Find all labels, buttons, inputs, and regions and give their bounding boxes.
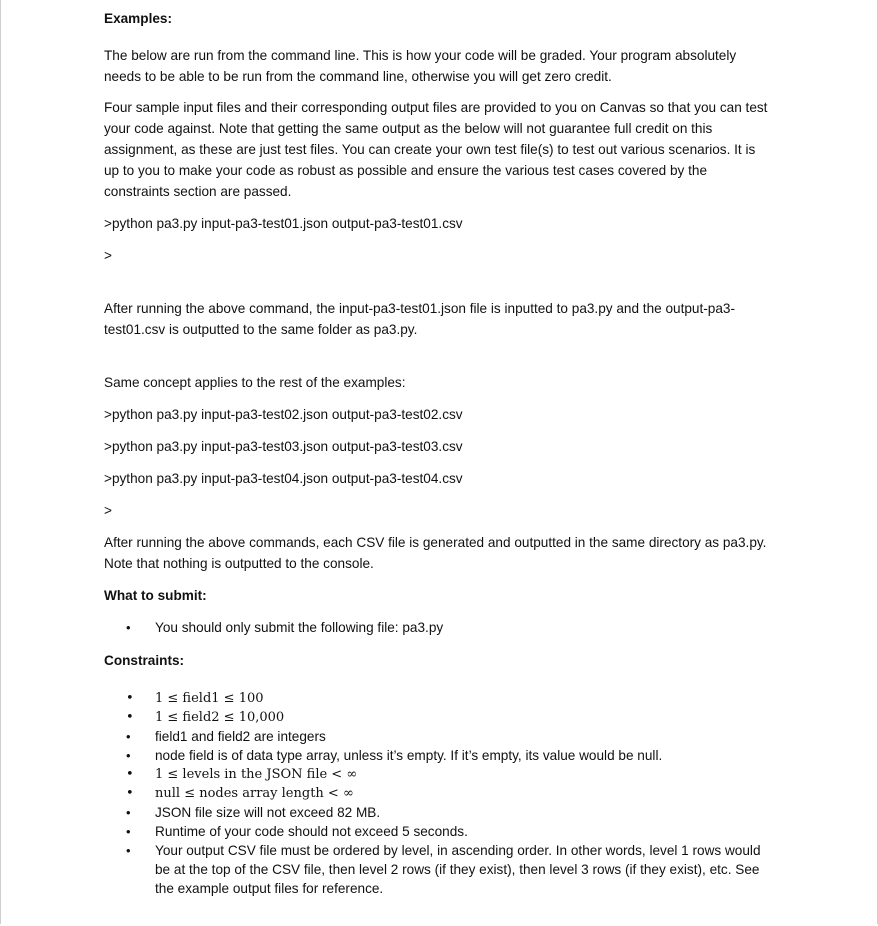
constraint-item: • JSON file size will not exceed 82 MB. <box>104 803 774 822</box>
command-example-4: >python pa3.py input-pa3-test04.json output-pa3-test04.csv <box>104 471 463 486</box>
constraint-item: • Your output CSV file must be ordered by level, in ascending order. In other words, level 1 rows would be at the top of the CSV file, then level 2 rows (if they exist), then level 3 rows (if they exist), etc. See the example output files for reference. <box>104 841 774 898</box>
what-to-submit-heading: What to submit: <box>104 588 207 603</box>
submit-list <box>104 617 774 638</box>
document-body <box>104 8 774 898</box>
command-prompt-1: > <box>104 248 112 263</box>
after-first-command-paragraph: After running the above command, the input-pa3-test01.json file is inputted to pa3.py and the output-pa3-test01.csv is outputted to the same folder as pa3.py. <box>104 301 736 337</box>
submit-list-item: • You should only submit the following file: pa3.py <box>104 617 774 638</box>
command-example-3: >python pa3.py input-pa3-test03.json output-pa3-test03.csv <box>104 439 463 454</box>
command-example-2: >python pa3.py input-pa3-test02.json output-pa3-test02.csv <box>104 407 463 422</box>
constraints-heading: Constraints: <box>104 653 185 668</box>
constraint-item: • node field is of data type array, unless it’s empty. If it’s empty, its value would be null. <box>104 746 774 765</box>
command-prompt-2: > <box>104 503 112 518</box>
same-concept-paragraph: Same concept applies to the rest of the examples: <box>104 375 406 390</box>
constraint-item: • 1 ≤ levels in the JSON file < ∞ <box>104 765 774 784</box>
constraint-item: • null ≤ nodes array length < ∞ <box>104 784 774 803</box>
constraint-item: • 1 ≤ field1 ≤ 100 <box>104 689 774 708</box>
examples-heading: Examples: <box>104 11 173 26</box>
sample-files-paragraph: Four sample input files and their corresponding output files are provided to you on Canvas so that you can test your code against. Note that getting the same output as the below will not guarantee full credit on this assignment, as these are just test files. You can create your own test file(s) to test out various scenarios. It is up to you to make your code as robust as possible and ensure the various test cases covered by the constraints section are passed. <box>104 100 768 199</box>
constraint-item: • Runtime of your code should not exceed 5 seconds. <box>104 822 774 841</box>
after-all-commands-paragraph: After running the above commands, each CSV file is generated and outputted in the same directory as pa3.py. Note that nothing is outputted to the console. <box>104 535 767 571</box>
examples-intro: The below are run from the command line. This is how your code will be graded. Your program absolutely needs to be able to be run from the command line, otherwise you will get zero credit. <box>104 48 737 84</box>
constraint-item: • 1 ≤ field2 ≤ 10,000 <box>104 708 774 727</box>
constraints-list <box>104 689 774 898</box>
constraint-item: • field1 and field2 are integers <box>104 727 774 746</box>
command-example-1: >python pa3.py input-pa3-test01.json output-pa3-test01.csv <box>104 216 463 231</box>
